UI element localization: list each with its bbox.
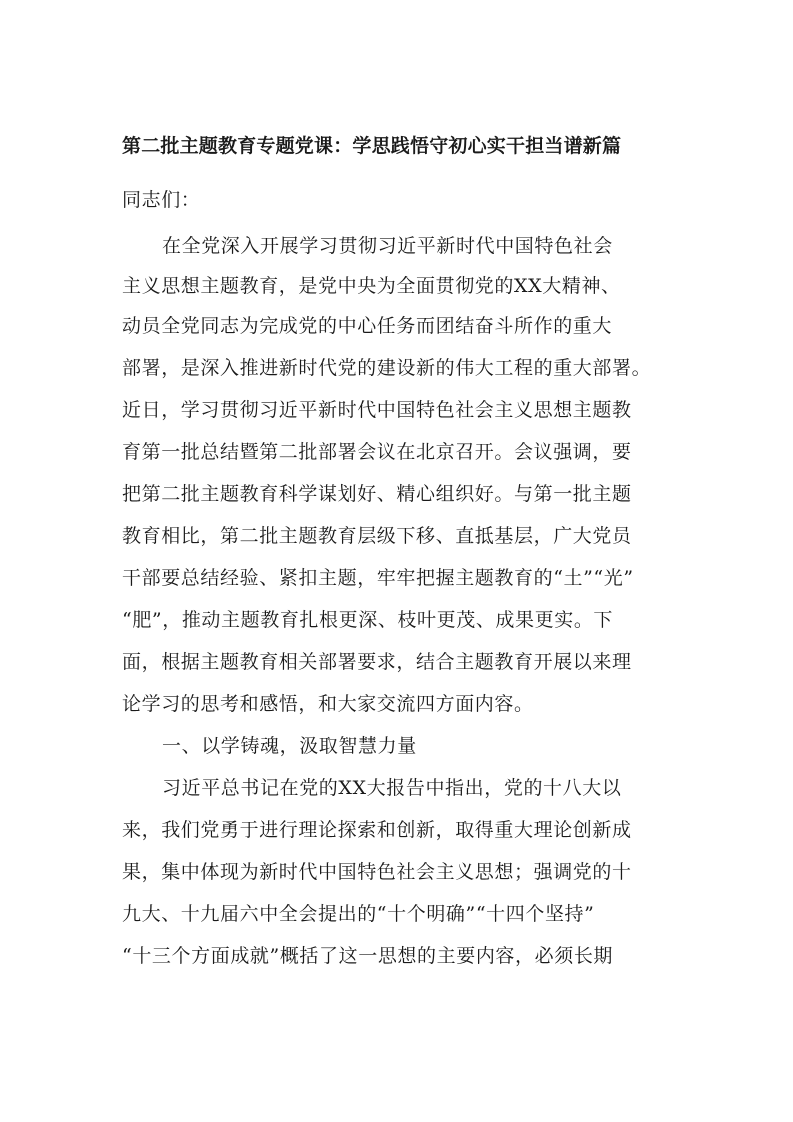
- text-line: 习近平总书记在党的XX大报告中指出，党的十八大以: [162, 777, 622, 799]
- text-line: 九大、十九届六中全会提出的“十个明确”“十四个坚持”: [122, 903, 595, 925]
- text-line: 教育相比，第二批主题教育层级下移、直抵基层，广大党员: [122, 525, 632, 547]
- text-line: 近日，学习贯彻习近平新时代中国特色社会主义思想主题教: [122, 399, 632, 421]
- text-line: 干部要总结经验、紧扣主题，牢牢把握主题教育的“土”“光”: [122, 567, 634, 589]
- text-line: 育第一批总结暨第二批部署会议在北京召开。会议强调，要: [122, 441, 632, 463]
- text-line: 部署，是深入推进新时代党的建设新的伟大工程的重大部署。: [122, 357, 652, 379]
- text-line: “肥”，推动主题教育扎根更深、枝叶更茂、成果更实。下: [122, 609, 614, 631]
- text-line: 动员全党同志为完成党的中心任务而团结奋斗所作的重大: [122, 315, 613, 337]
- text-line: 来，我们党勇于进行理论探索和创新，取得重大理论创新成: [122, 819, 632, 841]
- document-title: 第二批主题教育专题党课：学思践悟守初心实干担当谱新篇: [122, 135, 622, 157]
- text-line: 论学习的思考和感悟，和大家交流四方面内容。: [122, 693, 534, 715]
- text-line: 在全党深入开展学习贯彻习近平新时代中国特色社会: [162, 235, 613, 257]
- salutation: 同志们：: [122, 189, 201, 211]
- text-line: 主义思想主题教育，是党中央为全面贯彻党的XX大精神、: [122, 275, 621, 297]
- section-heading: 一、以学铸魂，汲取智慧力量: [162, 735, 417, 757]
- text-line: 把第二批主题教育科学谋划好、精心组织好。与第一批主题: [122, 483, 632, 505]
- text-line: “十三个方面成就”概括了这一思想的主要内容，必须长期: [122, 945, 614, 967]
- text-line: 果，集中体现为新时代中国特色社会主义思想；强调党的十: [122, 861, 632, 883]
- text-line: 面，根据主题教育相关部署要求，结合主题教育开展以来理: [122, 651, 632, 673]
